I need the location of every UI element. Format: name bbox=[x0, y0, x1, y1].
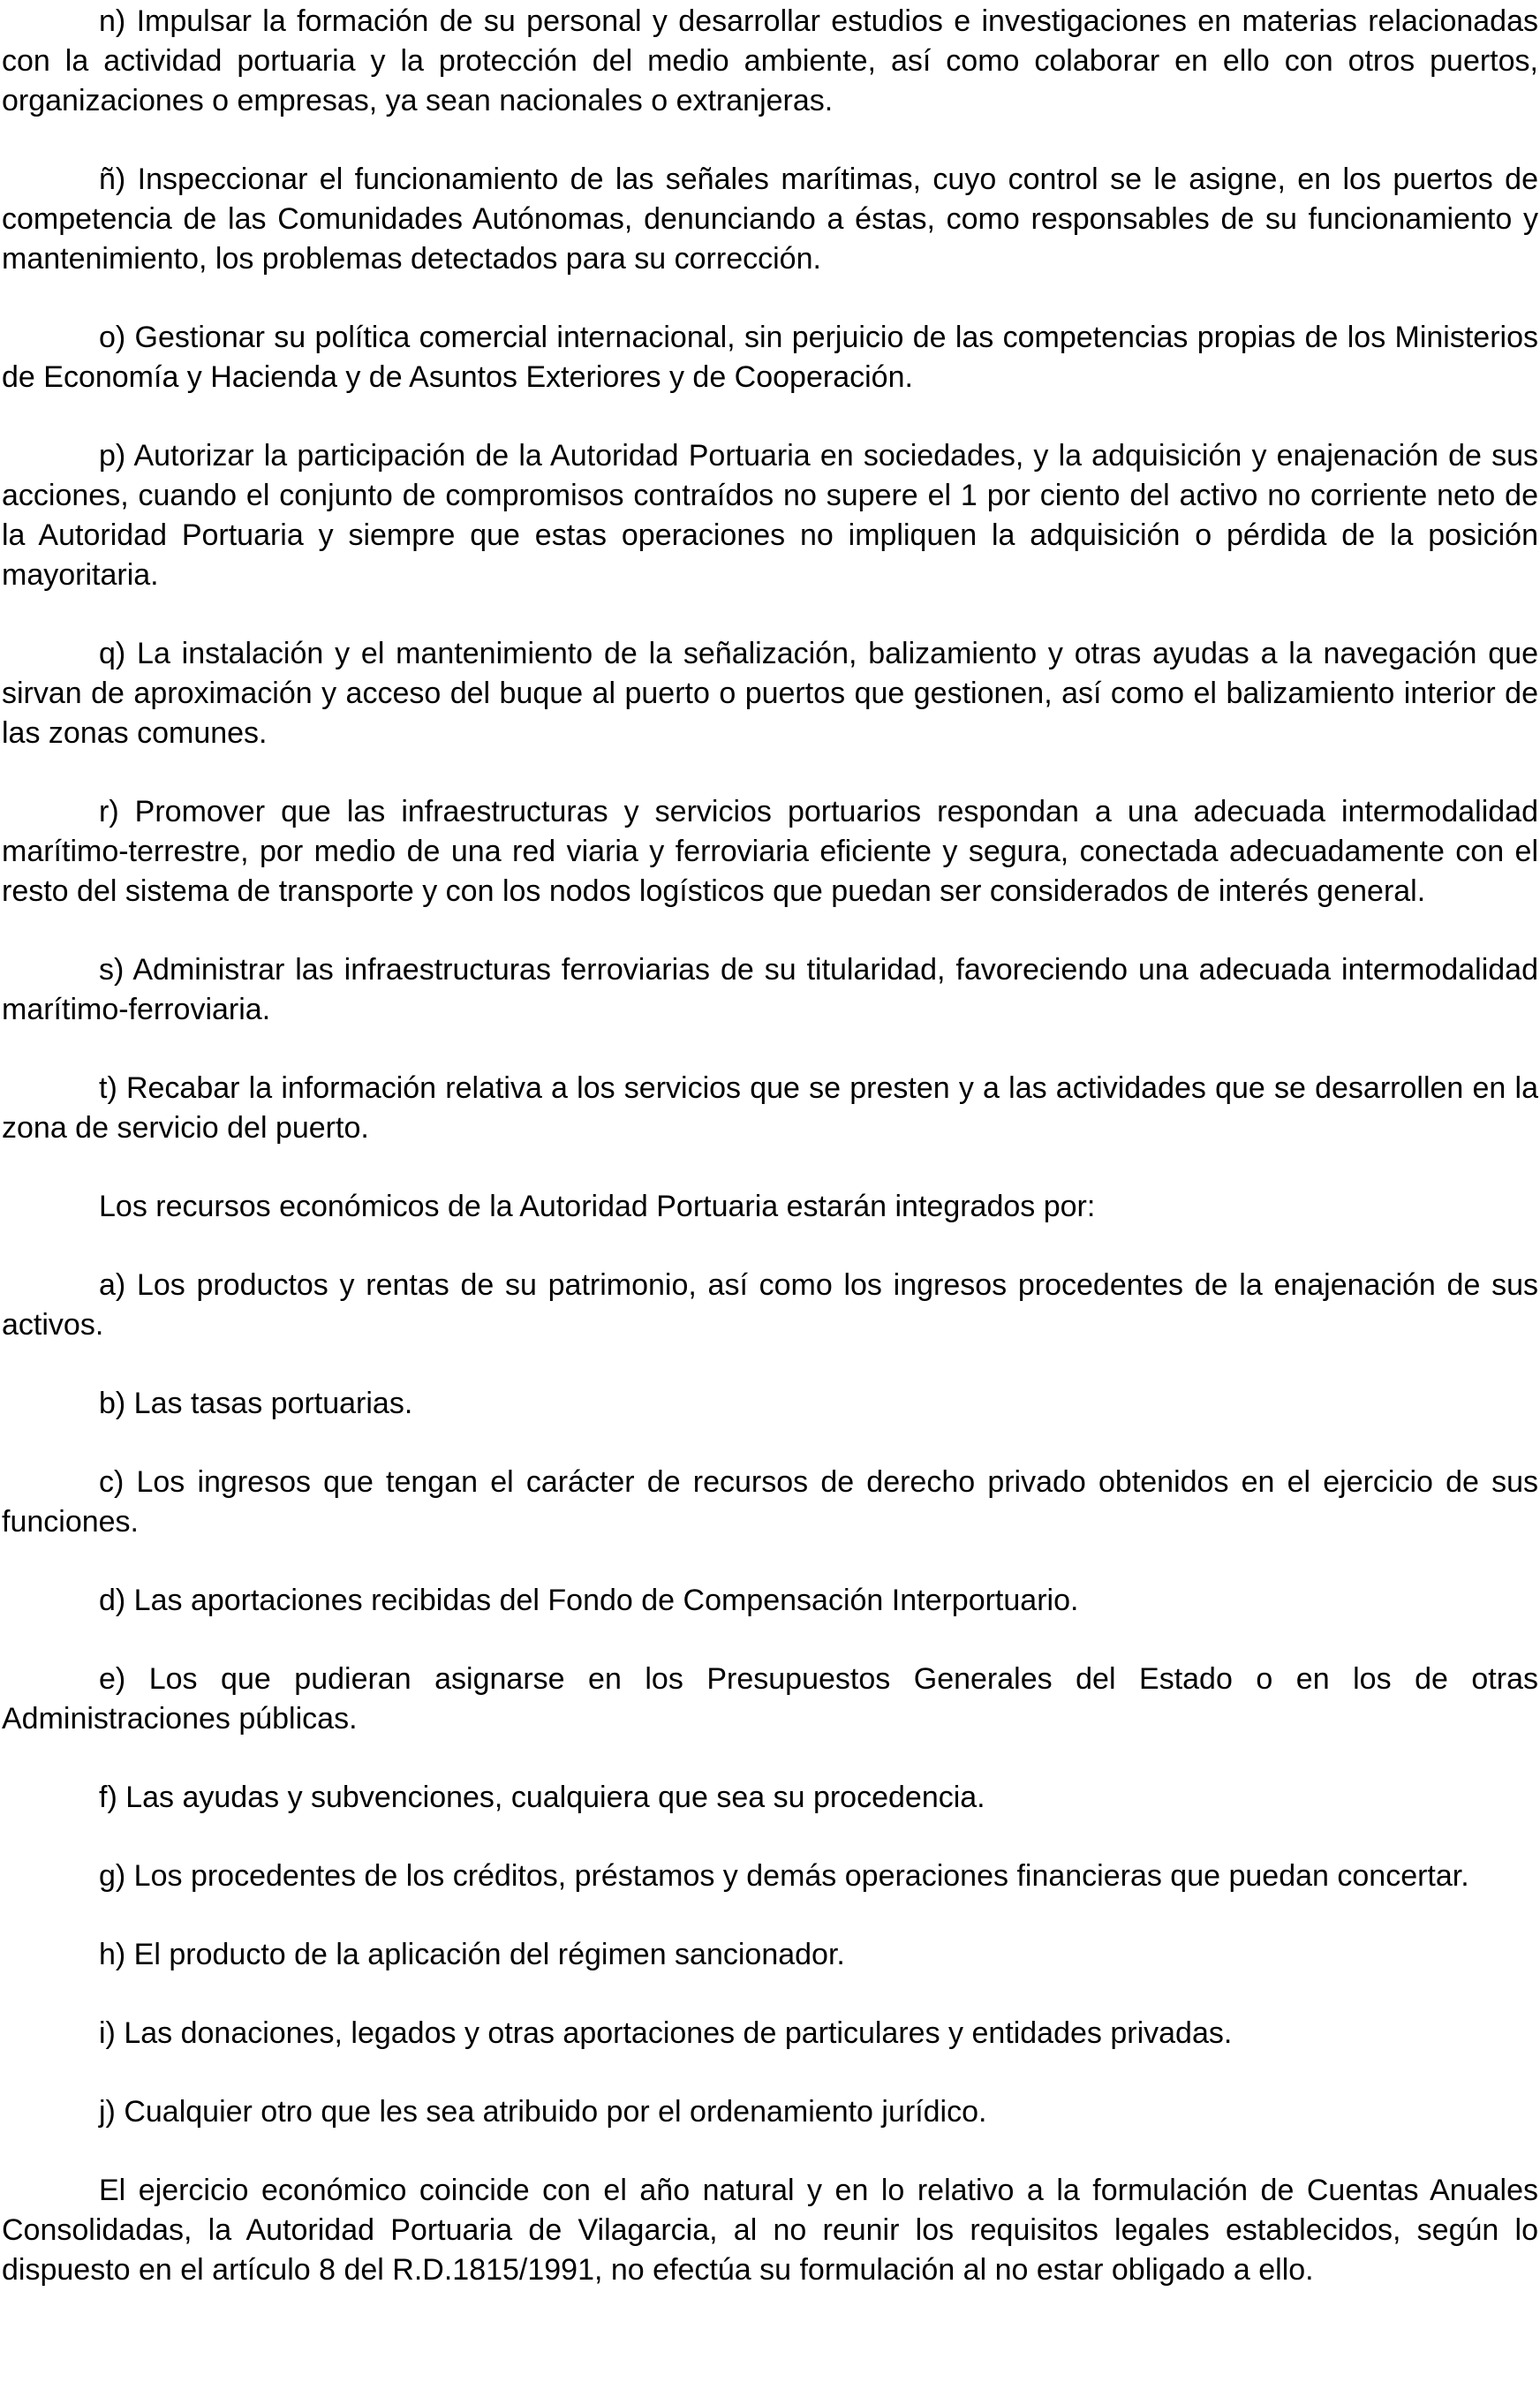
paragraph-item-q: q) La instalación y el mantenimiento de la señalización, balizamiento y otras ayudas a la navegación que sirvan de aproximación y acceso del buque al puerto o puertos que gestionen, así como el balizamiento interior de las zonas comunes. bbox=[2, 637, 1538, 750]
paragraph-item-t: t) Recabar la información relativa a los servicios que se presten y a las actividades que se desarrollen en la zona de servicio del puerto. bbox=[2, 1071, 1538, 1145]
paragraph-item-o: o) Gestionar su política comercial internacional, sin perjuicio de las competencias propias de los Ministerios de Economía y Hacienda y de Asuntos Exteriores y de Cooperación. bbox=[2, 321, 1538, 394]
paragraph-resource-c: c) Los ingresos que tengan el carácter de recursos de derecho privado obtenidos en el ejercicio de sus funciones. bbox=[2, 1465, 1538, 1539]
paragraph-resource-a: a) Los productos y rentas de su patrimonio, así como los ingresos procedentes de la enajenación de sus activos. bbox=[2, 1268, 1538, 1342]
paragraph-item-r: r) Promover que las infraestructuras y servicios portuarios respondan a una adecuada intermodalidad marítimo-terrestre, por medio de una red viaria y ferroviaria eficiente y segura, conectada adecuadamente con el resto del sistema de transporte y con los nodos logísticos que puedan ser considerados de interés general. bbox=[2, 795, 1538, 908]
paragraph-item-n: n) Impulsar la formación de su personal y desarrollar estudios e investigaciones en materias relacionadas con la actividad portuaria y la protección del medio ambiente, así como colaborar en ello con otros puertos, organizaciones o empresas, ya sean nacionales o extranjeras. bbox=[2, 4, 1538, 117]
paragraph-resource-e: e) Los que pudieran asignarse en los Presupuestos Generales del Estado o en los de otras Administraciones públicas. bbox=[2, 1662, 1538, 1736]
paragraph-resource-g: g) Los procedentes de los créditos, préstamos y demás operaciones financieras que puedan concertar. bbox=[99, 1859, 1469, 1893]
paragraph-item-p: p) Autorizar la participación de la Autoridad Portuaria en sociedades, y la adquisición y enajenación de sus acciones, cuando el conjunto de compromisos contraídos no supere el 1 por ciento del activo no corriente neto de la Autoridad Portuaria y siempre que estas operaciones no impliquen la adquisición o pérdida de la posición mayoritaria. bbox=[2, 439, 1538, 592]
paragraph-resource-f: f) Las ayudas y subvenciones, cualquiera que sea su procedencia. bbox=[99, 1781, 985, 1814]
paragraph-item-enye: ñ) Inspeccionar el funcionamiento de las señales marítimas, cuyo control se le asigne, en los puertos de competencia de las Comunidades Autónomas, denunciando a éstas, como responsables de su funcionamiento y mantenimiento, los problemas detectados para su corrección. bbox=[2, 163, 1538, 276]
paragraph-resource-d: d) Las aportaciones recibidas del Fondo de Compensación Interportuario. bbox=[99, 1584, 1079, 1617]
paragraph-item-s: s) Administrar las infraestructuras ferroviarias de su titularidad, favoreciendo una adecuada intermodalidad marítimo-ferroviaria. bbox=[2, 953, 1538, 1026]
paragraph-resource-h: h) El producto de la aplicación del régimen sancionador. bbox=[99, 1938, 845, 1971]
paragraph-resources-intro: Los recursos económicos de la Autoridad Portuaria estarán integrados por: bbox=[99, 1190, 1096, 1223]
paragraph-resource-b: b) Las tasas portuarias. bbox=[99, 1387, 413, 1420]
paragraph-resource-j: j) Cualquier otro que les sea atribuido por el ordenamiento jurídico. bbox=[99, 2095, 987, 2129]
paragraph-resource-i: i) Las donaciones, legados y otras aportaciones de particulares y entidades privadas. bbox=[99, 2016, 1233, 2050]
paragraph-fiscal-year: El ejercicio económico coincide con el año natural y en lo relativo a la formulación de Cuentas Anuales Consolidadas, la Autoridad Portuaria de Vilagarcia, al no reunir los requisitos legales establecidos, según lo dispuesto en el artículo 8 del R.D.1815/1991, no efectúa su formulación al no estar obligado a ello. bbox=[2, 2174, 1538, 2287]
